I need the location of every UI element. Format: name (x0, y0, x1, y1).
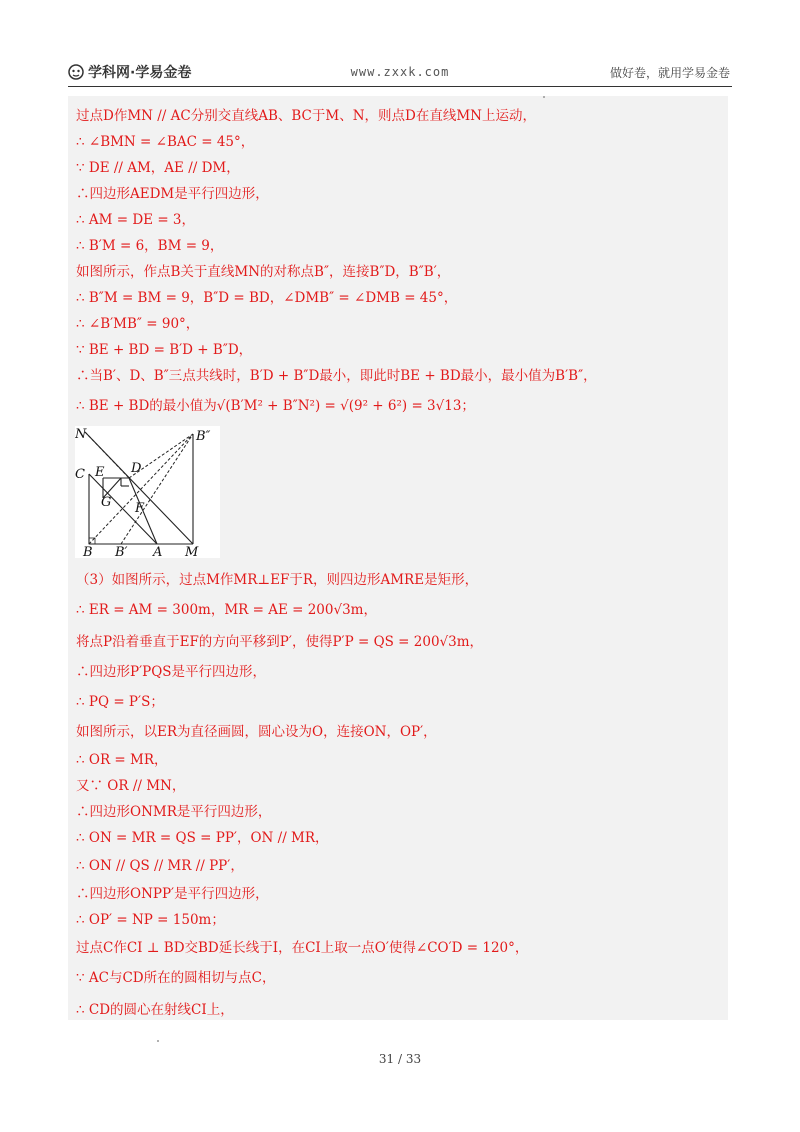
point-label: B (83, 545, 93, 558)
solution-line: ∴ AM = DE = 3， (76, 212, 196, 228)
solution-line: ∴ OP′ = NP = 150m； (76, 912, 225, 928)
solution-line: ∴ PQ = P′S； (76, 694, 164, 710)
solution-line: 过点D作MN // AC分别交直线AB、BC于M、N，则点D在直线MN上运动， (76, 108, 536, 124)
solution-line: ∴ B′M = 6，BM = 9， (76, 238, 224, 254)
solution-line: ∴ ∠BMN = ∠BAC = 45°， (76, 134, 255, 150)
point-label: B′ (115, 545, 128, 558)
solution-line: ∴四边形P′PQS是平行四边形， (76, 664, 267, 680)
solution-line: ∵ BE + BD = B′D + B″D， (76, 342, 253, 358)
solution-line: ∴ BE + BD的最小值为√(B′M² + B″N²) = √(9² + 6²) = 3√13； (76, 398, 475, 414)
site-url: www.zxxk.com (350, 65, 450, 79)
solution-line: ∴四边形AEDM是平行四边形， (76, 186, 269, 202)
point-label: G (101, 495, 112, 510)
solution-line: ∴ ER = AM = 300m，MR = AE = 200√3m， (76, 602, 377, 618)
scan-speck (543, 96, 545, 98)
solution-line: （3）如图所示，过点M作MR⊥EF于R，则四边形AMRE是矩形， (76, 572, 479, 588)
point-label: B″ (196, 429, 211, 444)
scan-speck (157, 1040, 159, 1042)
point-label: D (131, 461, 142, 476)
point-label: C (75, 467, 85, 482)
solution-line: 又∵ OR // MN， (76, 778, 186, 794)
solution-content (68, 96, 728, 1020)
point-label: M (185, 545, 199, 558)
solution-line: ∵ DE // AM，AE // DM， (76, 160, 240, 176)
solution-line: ∴当B′、D、B″三点共线时，B′D + B″D最小，即此时BE + BD最小，最小值为B′B″， (76, 368, 597, 384)
solution-line: ∴ B″M = BM = 9，B″D = BD，∠DMB″ = ∠DMB = 45°， (76, 290, 458, 306)
solution-line: 如图所示，作点B关于直线MN的对称点B″，连接B″D，B″B′， (76, 264, 451, 280)
solution-line: ∴四边形ONPP′是平行四边形， (76, 886, 269, 902)
solution-line: ∴四边形ONMR是平行四边形， (76, 804, 272, 820)
solution-line: ∵ AC与CD所在的圆相切与点C， (76, 970, 276, 986)
solution-line: ∴ OR = MR， (76, 752, 168, 768)
geometry-figure (75, 426, 220, 558)
point-label: N (75, 427, 87, 442)
solution-line: ∴ ON // QS // MR // PP′， (76, 858, 244, 874)
point-label: F (135, 501, 145, 516)
point-label: E (95, 465, 105, 480)
solution-line: ∴ ∠B′MB″ = 90°， (76, 316, 200, 332)
solution-line: 如图所示，以ER为直径画圆，圆心设为O，连接ON，OP′， (76, 724, 437, 740)
slogan: 做好卷，就用学易金卷 (609, 66, 730, 80)
solution-line: ∴ ON = MR = QS = PP′，ON // MR， (76, 830, 329, 846)
solution-line: 将点P沿着垂直于EF的方向平移到P′，使得P′P = QS = 200√3m， (76, 634, 484, 650)
page-number: 31 / 33 (378, 1052, 422, 1066)
point-label: A (153, 545, 163, 558)
header-rule (68, 86, 732, 87)
logo-text: 学科网·学易金卷 (88, 65, 192, 81)
solution-line: 过点C作CI ⊥ BD交BD延长线于I，在CI上取一点O′使得∠CO′D = 120°， (76, 940, 529, 956)
solution-line: ∴ CD的圆心在射线CI上， (76, 1002, 234, 1018)
page-header (68, 58, 732, 86)
